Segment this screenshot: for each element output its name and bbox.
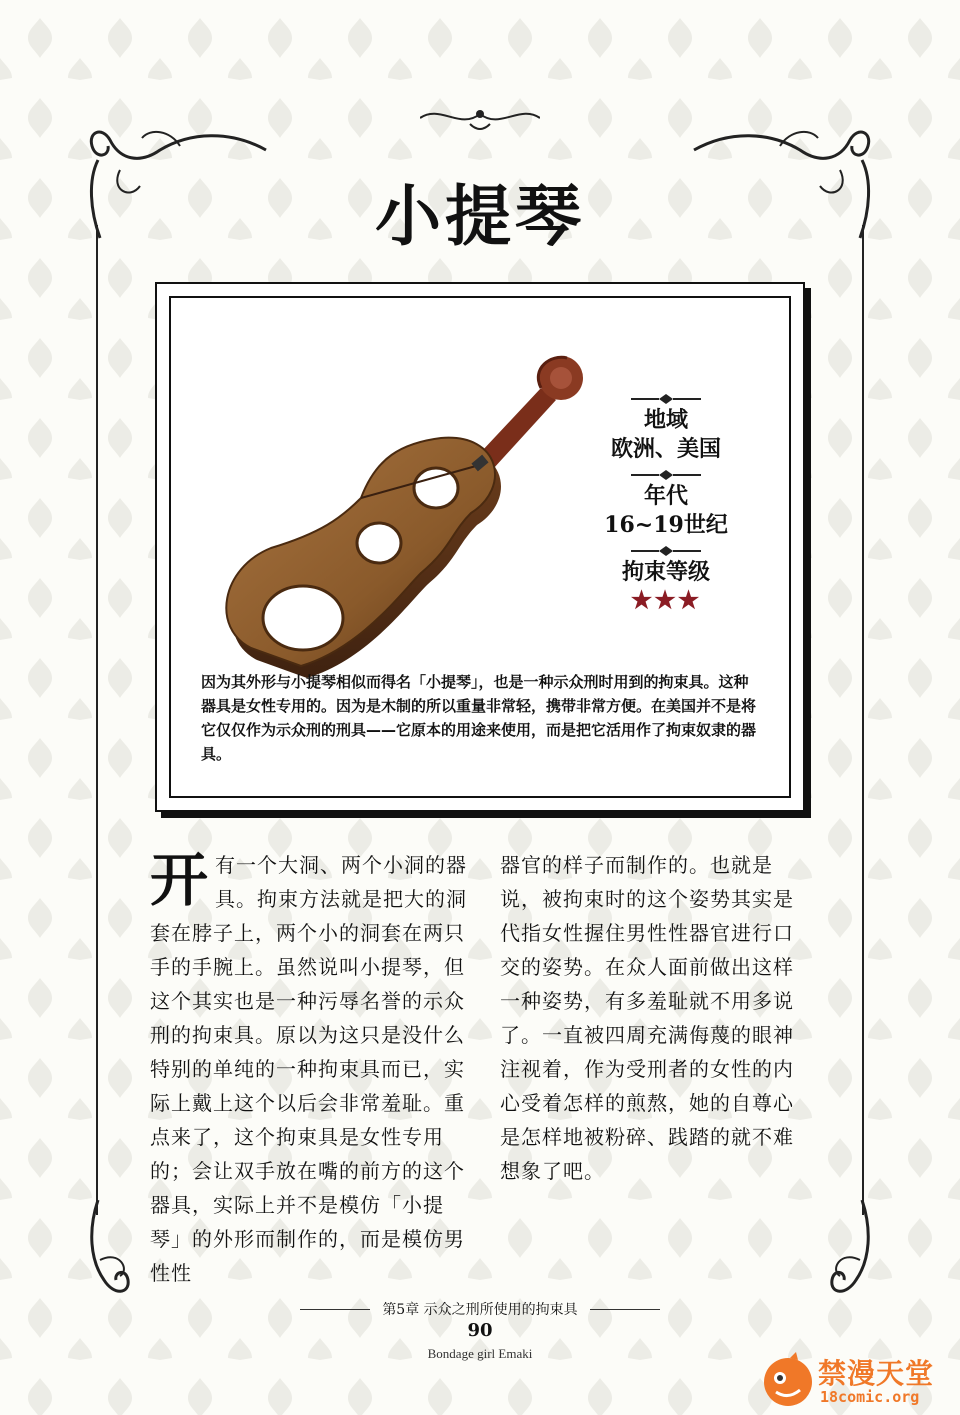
bottom-left-ornament (80, 1200, 140, 1310)
info-box (155, 282, 805, 812)
book-title: Bondage girl Emaki (427, 1346, 533, 1361)
divider-ornament (631, 470, 701, 480)
info-meta (586, 388, 746, 613)
divider-ornament (631, 546, 701, 556)
left-column-text: 有一个大洞、两个小洞的器具。拘束方法就是把大的洞套在脖子上，两个小的洞套在两只手的手腕上。虽然说叫小提琴，但这个其实也是一种污辱名誉的示众刑的拘束具。原以为这只是没什么特别的单纯的一种拘束具而已，实际上戴上这个以后会非常羞耻。重点来了，这个拘束具是女性专用的；会让双手放在嘴的前方的这个器具，实际上并不是模仿「小提琴」的外形而制作的，而是模仿男性性 (150, 853, 468, 1285)
chapter-footer: 第5章 示众之刑所使用的拘束具 (382, 1302, 578, 1318)
divider-ornament (631, 394, 701, 404)
watermark-name: 禁漫天堂 (818, 1357, 935, 1390)
region-label: 地域 (643, 407, 688, 433)
region-value: 欧洲、美国 (610, 436, 721, 462)
watermark-url: 18comic.org (820, 1388, 920, 1406)
body-column-right (500, 848, 800, 1188)
right-column-text: 器官的样子而制作的。也就是说，被拘束时的这个姿势其实是代指女性握住男性性器官进行口交的姿势。在众人面前做出这样一种姿势，有多羞耻就不用多说了。一直被四周充满侮蔑的眼神注视着，作为受刑者的女性的内心受着怎样的煎熬，她的自尊心是怎样地被粉碎、践踏的就不难想象了吧。 (500, 853, 794, 1183)
body-column-left (150, 848, 470, 1290)
top-center-ornament (420, 100, 540, 136)
frame-line-right (862, 225, 864, 1215)
page-number: 90 (467, 1320, 493, 1341)
violin-pillory-image (211, 348, 591, 678)
frame-line-left (96, 225, 98, 1215)
era-value: 16~19世纪 (604, 512, 728, 538)
restraint-label: 拘束等级 (621, 559, 710, 585)
watermark-logo-icon (760, 1352, 816, 1408)
watermark (760, 1350, 960, 1410)
info-box-inner (169, 296, 791, 798)
drop-cap: 开 (150, 846, 210, 914)
restraint-stars: ★★★ (630, 585, 702, 614)
era-label: 年代 (643, 483, 688, 509)
page-title: 小提琴 (375, 177, 585, 256)
info-description: 因为其外形与小提琴相似而得名「小提琴」，也是一种示众刑时用到的拘束具。这种器具是女性专用的。因为是木制的所以重量非常轻，携带非常方便。在美国并不是将它仅仅作为示众刑的刑具——它原本的用途来使用，而是把它活用作了拘束奴隶的器具。 (201, 673, 757, 763)
bottom-right-ornament (820, 1200, 880, 1310)
